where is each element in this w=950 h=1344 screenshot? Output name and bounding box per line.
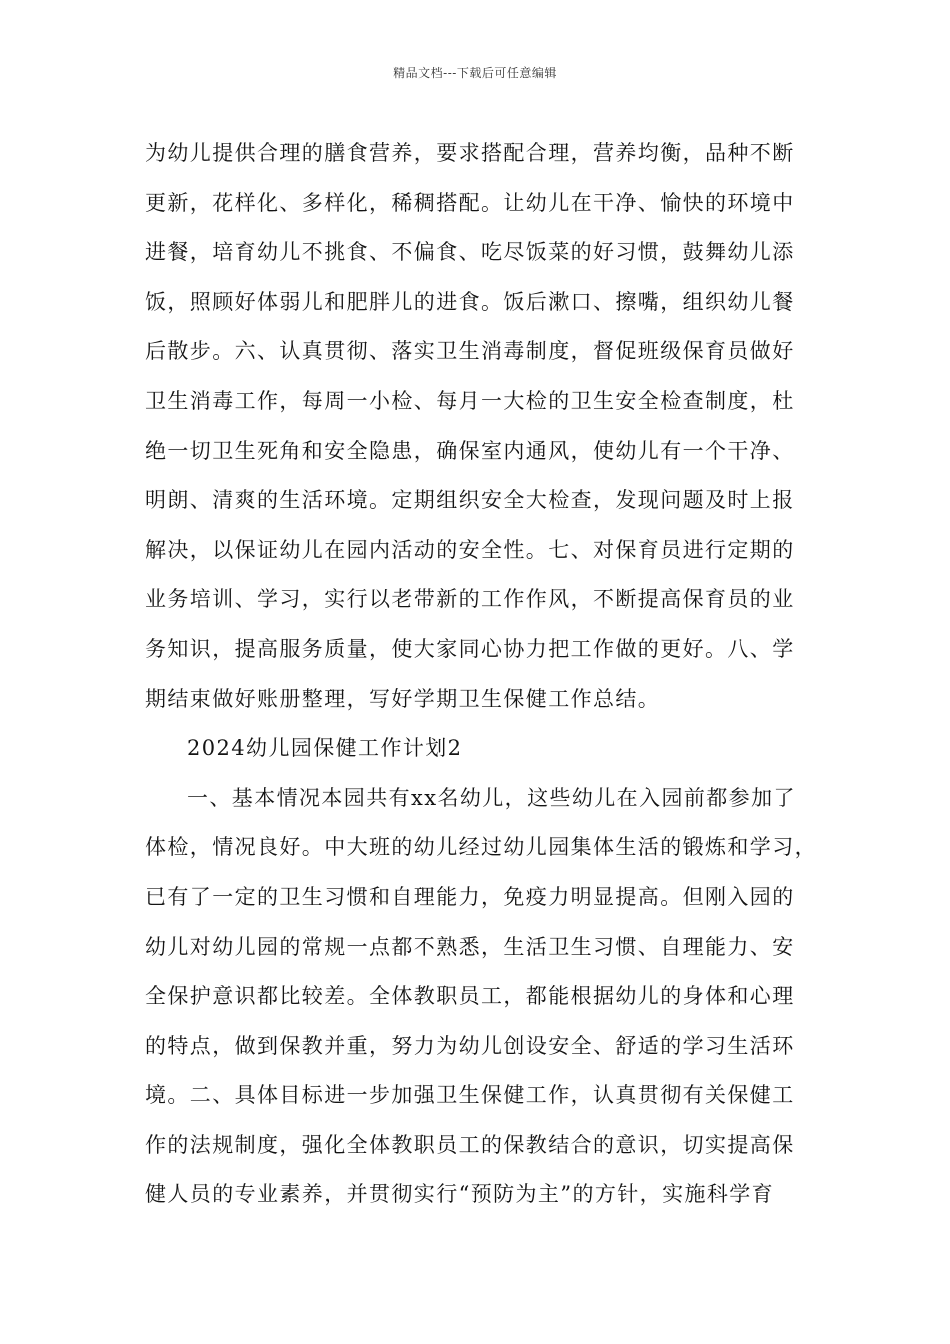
text-line: 幼儿对幼儿园的常规一点都不熟悉，生活卫生习惯、自理能力、安 bbox=[145, 934, 795, 959]
text-line: 卫生消毒工作，每周一小检、每月一大检的卫生安全检查制度，杜 bbox=[145, 388, 795, 413]
text-line: 作的法规制度，强化全体教职员工的保教结合的意识，切实提高保 bbox=[145, 1132, 795, 1157]
page-header: 精品文档---下载后可任意编辑 bbox=[393, 66, 557, 80]
text-line: 明朗、清爽的生活环境。定期组织安全大检查，发现问题及时上报 bbox=[145, 488, 795, 513]
text-line: 绝一切卫生死角和安全隐患，确保室内通风，使幼儿有一个干净、 bbox=[145, 438, 795, 463]
text-line: 境。二、具体目标进一步加强卫生保健工作，认真贯彻有关保健工 bbox=[145, 1083, 795, 1108]
text-line: 一、基本情况本园共有xx名幼儿，这些幼儿在入园前都参加了 bbox=[187, 785, 796, 810]
text-line: 全保护意识都比较差。全体教职员工，都能根据幼儿的身体和心理 bbox=[145, 984, 795, 1009]
text-line: 业务培训、学习，实行以老带新的工作作风，不断提高保育员的业 bbox=[145, 587, 795, 612]
text-line: 后散步。六、认真贯彻、落实卫生消毒制度，督促班级保育员做好 bbox=[145, 339, 795, 364]
text-line: 体检，情况良好。中大班的幼儿经过幼儿园集体生活的锻炼和学习， bbox=[145, 835, 817, 860]
text-line: 进餐，培育幼儿不挑食、不偏食、吃尽饭菜的好习惯，鼓舞幼儿添 bbox=[145, 240, 795, 265]
text-line: 已有了一定的卫生习惯和自理能力，免疫力明显提高。但刚入园的 bbox=[145, 884, 795, 909]
text-line: 解决，以保证幼儿在园内活动的安全性。七、对保育员进行定期的 bbox=[145, 537, 795, 562]
text-line: 饭，照顾好体弱儿和肥胖儿的进食。饭后漱口、擦嘴，组织幼儿餐 bbox=[145, 289, 795, 314]
text-line: 的特点，做到保教并重，努力为幼儿创设安全、舒适的学习生活环 bbox=[145, 1033, 795, 1058]
text-line: 健人员的专业素养，并贯彻实行“预防为主”的方针，实施科学育 bbox=[145, 1182, 775, 1207]
text-line: 更新，花样化、多样化，稀稠搭配。让幼儿在干净、愉快的环境中 bbox=[145, 190, 795, 215]
section-heading: 2024幼儿园保健工作计划2 bbox=[187, 736, 463, 761]
text-line: 务知识，提高服务质量，使大家同心协力把工作做的更好。八、学 bbox=[145, 636, 795, 661]
document-body bbox=[145, 134, 825, 1225]
text-line: 为幼儿提供合理的膳食营养，要求搭配合理，营养均衡，品种不断 bbox=[145, 141, 795, 165]
text-line: 期结束做好账册整理，写好学期卫生保健工作总结。 bbox=[145, 686, 661, 711]
